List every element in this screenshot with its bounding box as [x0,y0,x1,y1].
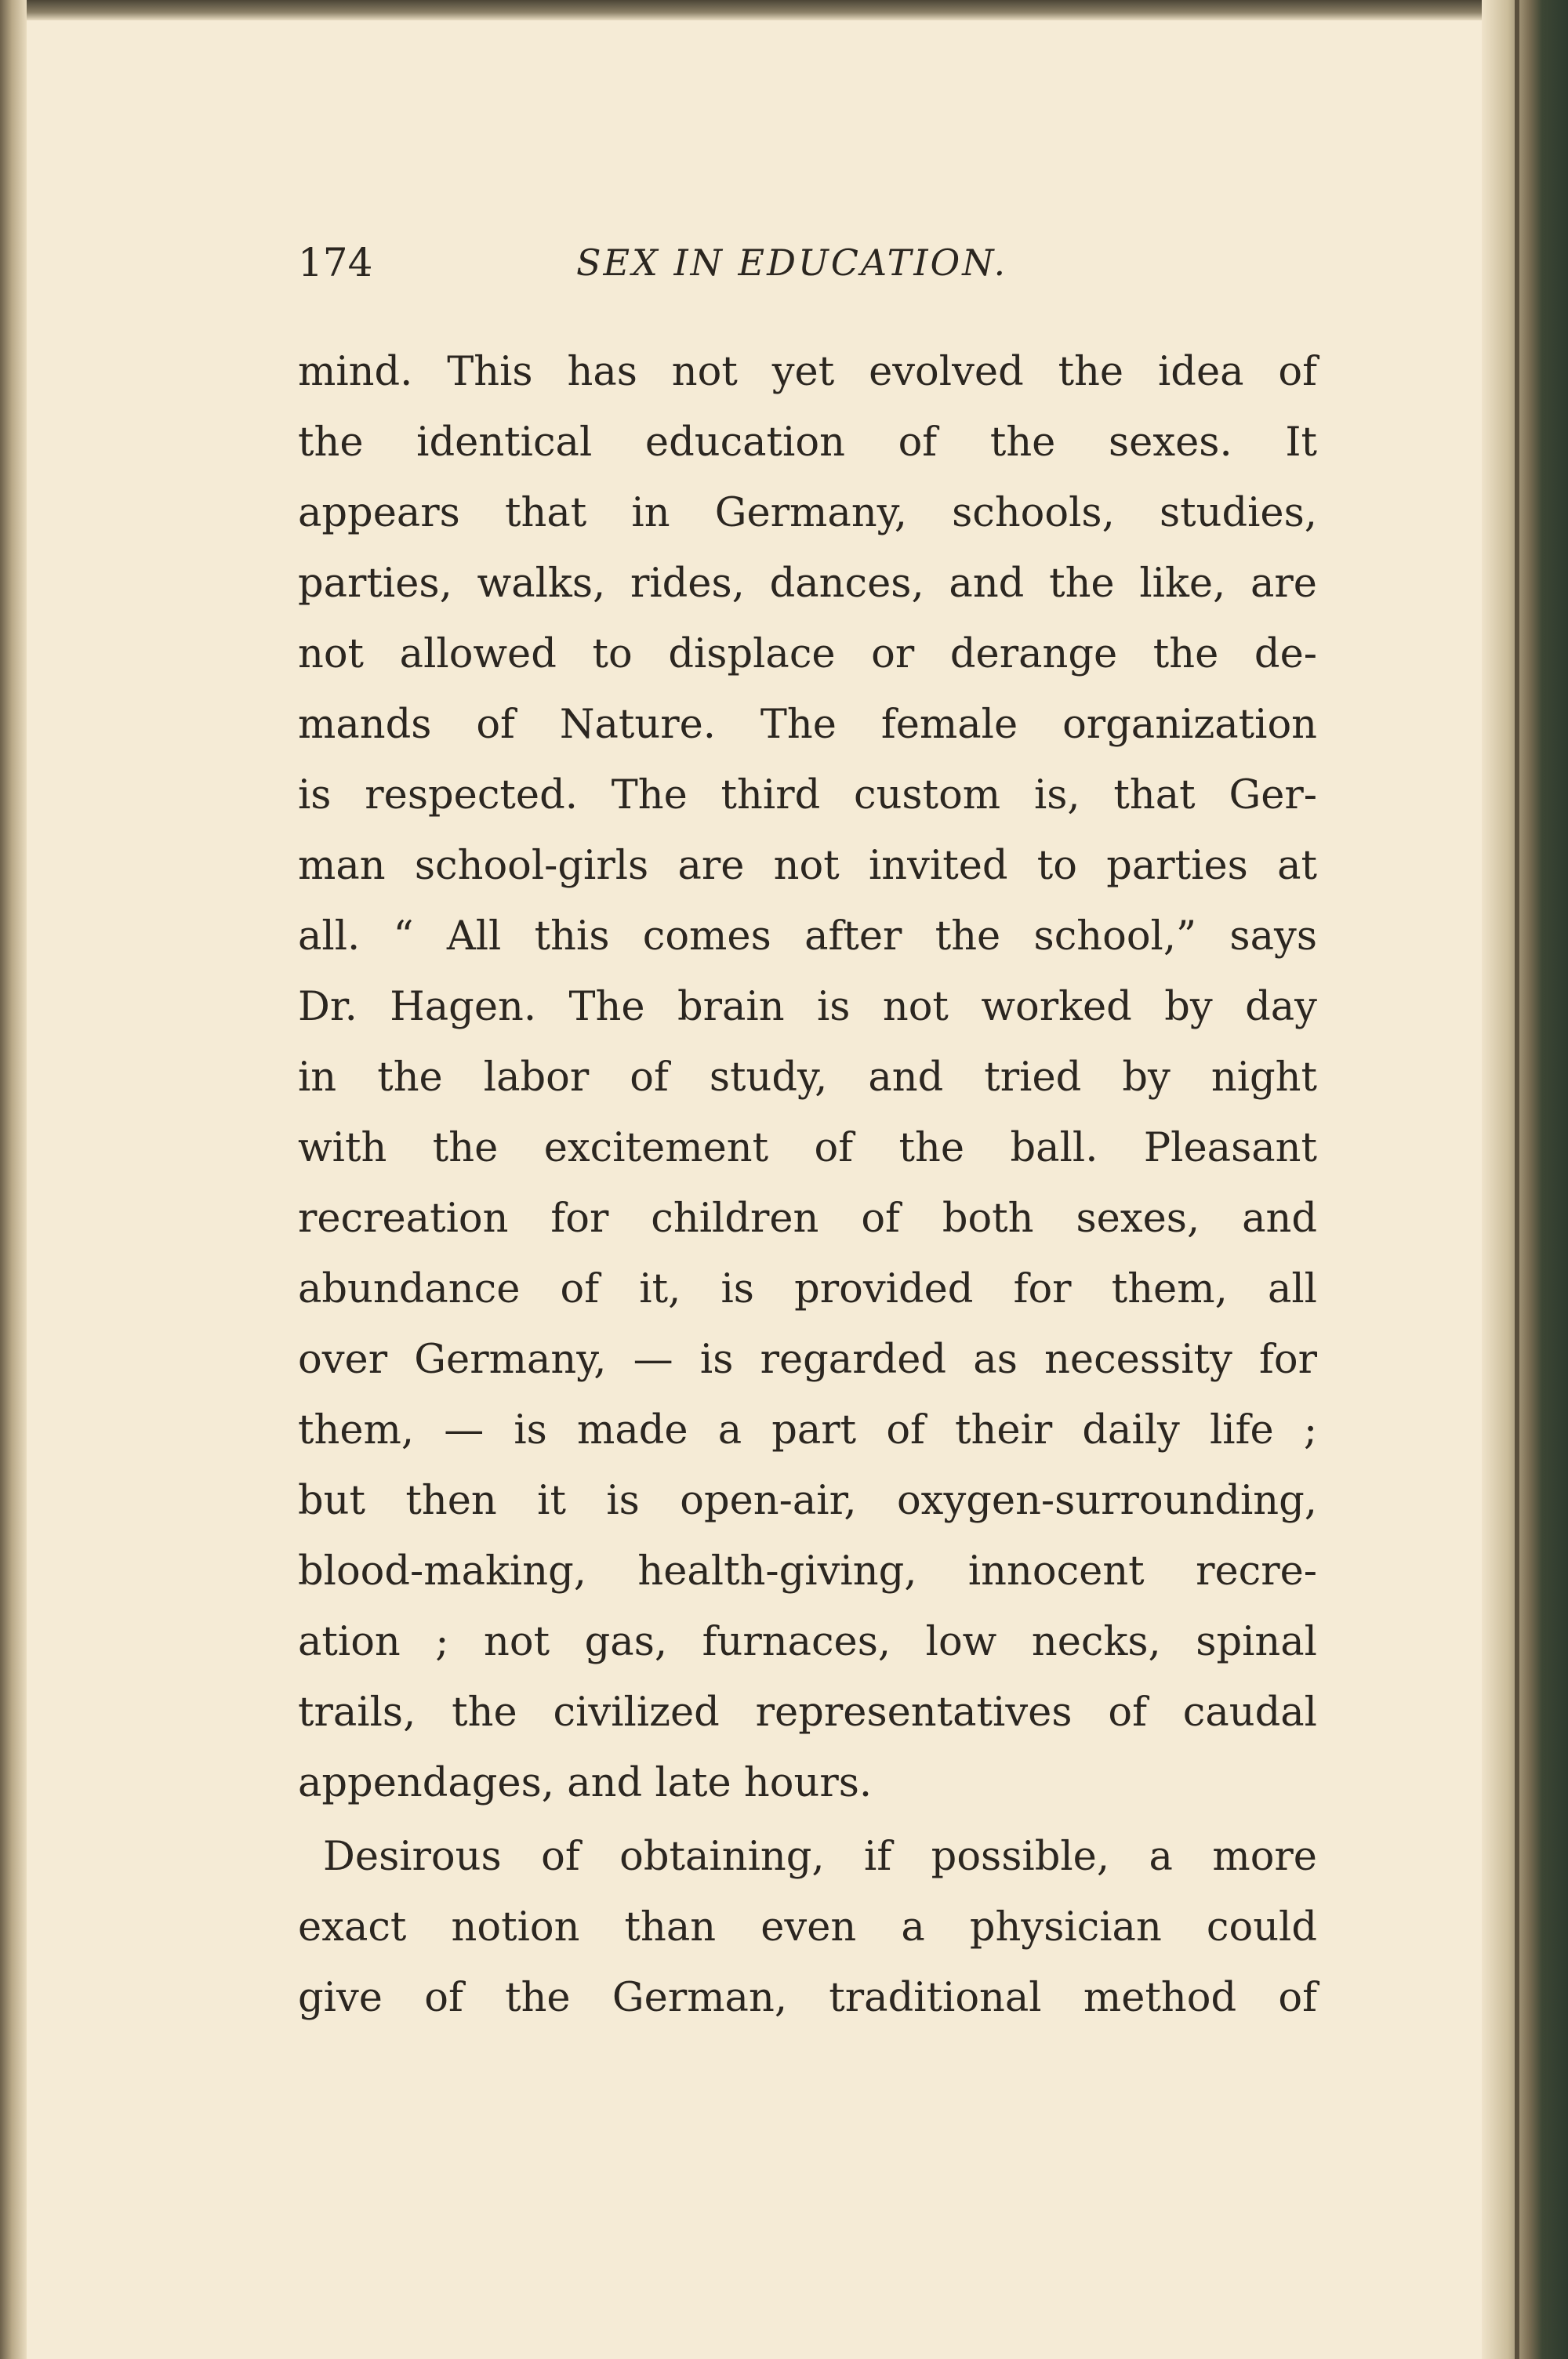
binding-line [1515,0,1519,2359]
text-line: mind. This has not yet evolved the idea of [298,349,1317,395]
text-line: the identical education of the sexes. It [298,419,1317,466]
text-line: in the labor of study, and tried by night [298,1054,1317,1101]
text-line: mands of Nature. The female organization [298,702,1317,748]
text-line: Desirous of obtaining, if possible, a more [323,1834,1317,1880]
page-left-gutter [0,0,27,2359]
text-line: appears that in Germany, schools, studies, [298,490,1317,536]
page-number: 174 [298,240,373,285]
book-binding-edge [1482,0,1568,2359]
text-line: parties, walks, rides, dances, and the like, are [298,561,1317,607]
text-line: Dr. Hagen. The brain is not worked by day [298,984,1317,1030]
text-line: with the excitement of the ball. Pleasant [298,1125,1317,1171]
text-line: abundance of it, is provided for them, all [298,1266,1317,1312]
text-line: blood-making, health-giving, innocent recre- [298,1548,1317,1595]
page-header [298,235,1317,290]
body-text [298,337,1317,2034]
text-line: them, — is made a part of their daily life ; [298,1407,1317,1454]
text-line: exact notion than even a physician could [298,1904,1317,1951]
text-line: not allowed to displace or derange the de- [298,631,1317,677]
text-line: over Germany, — is regarded as necessity for [298,1337,1317,1383]
text-line: but then it is open-air, oxygen-surrounding, [298,1478,1317,1524]
text-line: ation ; not gas, furnaces, low necks, spinal [298,1619,1317,1665]
text-line: appendages, and late hours. [298,1760,873,1806]
running-head: SEX IN EDUCATION. [576,241,1008,284]
text-line: trails, the civilized representatives of caudal [298,1689,1317,1736]
page-top-edge [0,0,1568,20]
text-line: all. “ All this comes after the school,” says [298,913,1317,960]
paragraph [298,337,1317,1819]
text-line: man school-girls are not invited to parties at [298,843,1317,889]
text-line: give of the German, traditional method of [298,1975,1317,2021]
text-line: is respected. The third custom is, that Ger- [298,772,1317,818]
text-line: recreation for children of both sexes, and [298,1196,1317,1242]
paragraph [298,1822,1317,2034]
